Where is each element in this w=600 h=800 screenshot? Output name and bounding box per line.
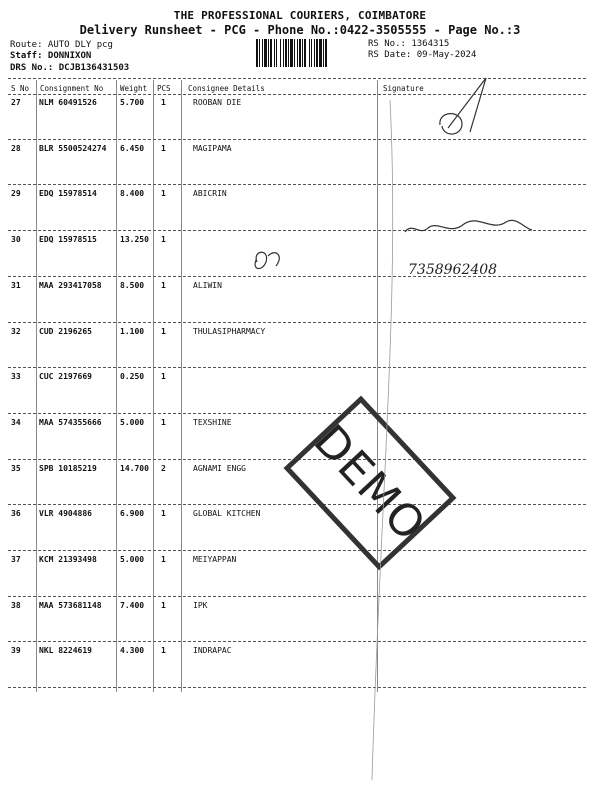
signature-scribble [405,220,532,232]
cell-sno: 33 [11,372,21,382]
cell-pcs: 1 [161,326,166,336]
cell-consignment: MAA 573681148 [39,600,102,610]
col-header-consignment: Consignment No [40,84,104,93]
cell-consignee: GLOBAL KITCHEN [193,509,261,519]
cell-consignment: SPB 10185219 [39,463,97,473]
cell-weight: 4.300 [120,646,145,656]
cell-sno: 27 [11,98,21,107]
pen-line [372,100,393,780]
initials-scribble [255,252,279,268]
cell-consignee: AGNAMI ENGG [193,463,246,473]
cell-sno: 35 [11,463,21,473]
col-header-consignee: Consignee Details [188,84,265,93]
runsheet-subtitle: Delivery Runsheet - PCG - Phone No.:0422-3505555 - Page No.:3 [79,23,521,37]
cell-pcs: 1 [161,189,166,199]
cell-consignment: CUD 2196265 [39,326,92,336]
cell-sno: 29 [11,189,21,199]
cell-weight: 8.500 [120,280,145,290]
cell-consignment: NKL 8224619 [39,646,92,656]
cell-pcs: 1 [161,417,166,427]
cell-weight: 6.900 [120,509,145,519]
cell-sno: 32 [11,326,21,336]
demo-stamp-text: DEMO [304,415,436,551]
rs-number: RS No.: 1364315 [368,39,450,49]
cell-sno: 28 [11,143,21,153]
cell-sno: 34 [11,417,21,427]
cell-weight: 5.000 [120,417,145,427]
cell-consignee: ALIWIN [193,280,222,290]
col-header-signature: Signature [383,84,424,93]
cell-consignee: ROOBAN DIE [193,98,242,107]
cell-consignee: INDRAPAC [193,646,232,656]
cell-consignee: MAGIPAMA [193,143,232,153]
cell-sno: 31 [11,280,21,290]
signature-scribble [440,78,486,134]
cell-consignment: CUC 2197669 [39,372,92,382]
cell-weight: 6.450 [120,143,145,153]
cell-pcs: 1 [161,235,166,245]
cell-consignee: IPK [193,600,208,610]
cell-consignment: NLM 60491526 [39,98,97,107]
cell-sno: 37 [11,555,21,564]
cell-consignment: BLR 5500524274 [39,143,107,153]
col-header-pcs: PCS [157,84,171,93]
cell-consignment: VLR 4904886 [39,509,92,519]
cell-sno: 30 [11,235,21,245]
cell-pcs: 1 [161,98,166,107]
cell-sno: 36 [11,509,21,519]
cell-consignment: EDQ 15978515 [39,235,97,245]
cell-weight: 13.250 [120,235,149,245]
cell-pcs: 1 [161,646,166,656]
cell-pcs: 1 [161,600,166,610]
cell-pcs: 1 [161,143,166,153]
cell-weight: 5.700 [120,98,145,107]
cell-consignee: ABICRIN [193,189,227,199]
cell-pcs: 1 [161,509,166,519]
cell-sno: 39 [11,646,21,656]
cell-pcs: 2 [161,463,166,473]
cell-pcs: 1 [161,555,166,564]
cell-consignment: MAA 574355666 [39,417,102,427]
cell-consignee: TEXSHINE [193,417,232,427]
cell-weight: 1.100 [120,326,145,336]
drs-number: DRS No.: DCJB136431503 [10,63,130,73]
cell-consignment: MAA 293417058 [39,280,102,290]
rs-date: RS Date: 09-May-2024 [368,50,477,60]
cell-consignment: KCM 21393498 [39,555,97,564]
cell-pcs: 1 [161,280,166,290]
cell-consignee: MEIYAPPAN [193,555,237,564]
cell-consignee: THULASIPHARMACY [193,326,266,336]
cell-weight: 5.000 [120,555,145,564]
col-header-weight: Weight [120,84,148,93]
company-title: THE PROFESSIONAL COURIERS, COIMBATORE [173,9,427,22]
cell-weight: 7.400 [120,600,145,610]
cell-weight: 14.700 [120,463,149,473]
cell-weight: 8.400 [120,189,145,199]
cell-weight: 0.250 [120,372,145,382]
handwritten-phone: 7358962408 [408,262,498,278]
staff-label: Staff: DONNIXON [10,51,92,61]
cell-sno: 38 [11,600,21,610]
cell-pcs: 1 [161,372,166,382]
col-header-sno: S No [11,84,30,93]
route-label: Route: AUTO DLY pcg [10,40,113,50]
cell-consignment: EDQ 15978514 [39,189,97,199]
